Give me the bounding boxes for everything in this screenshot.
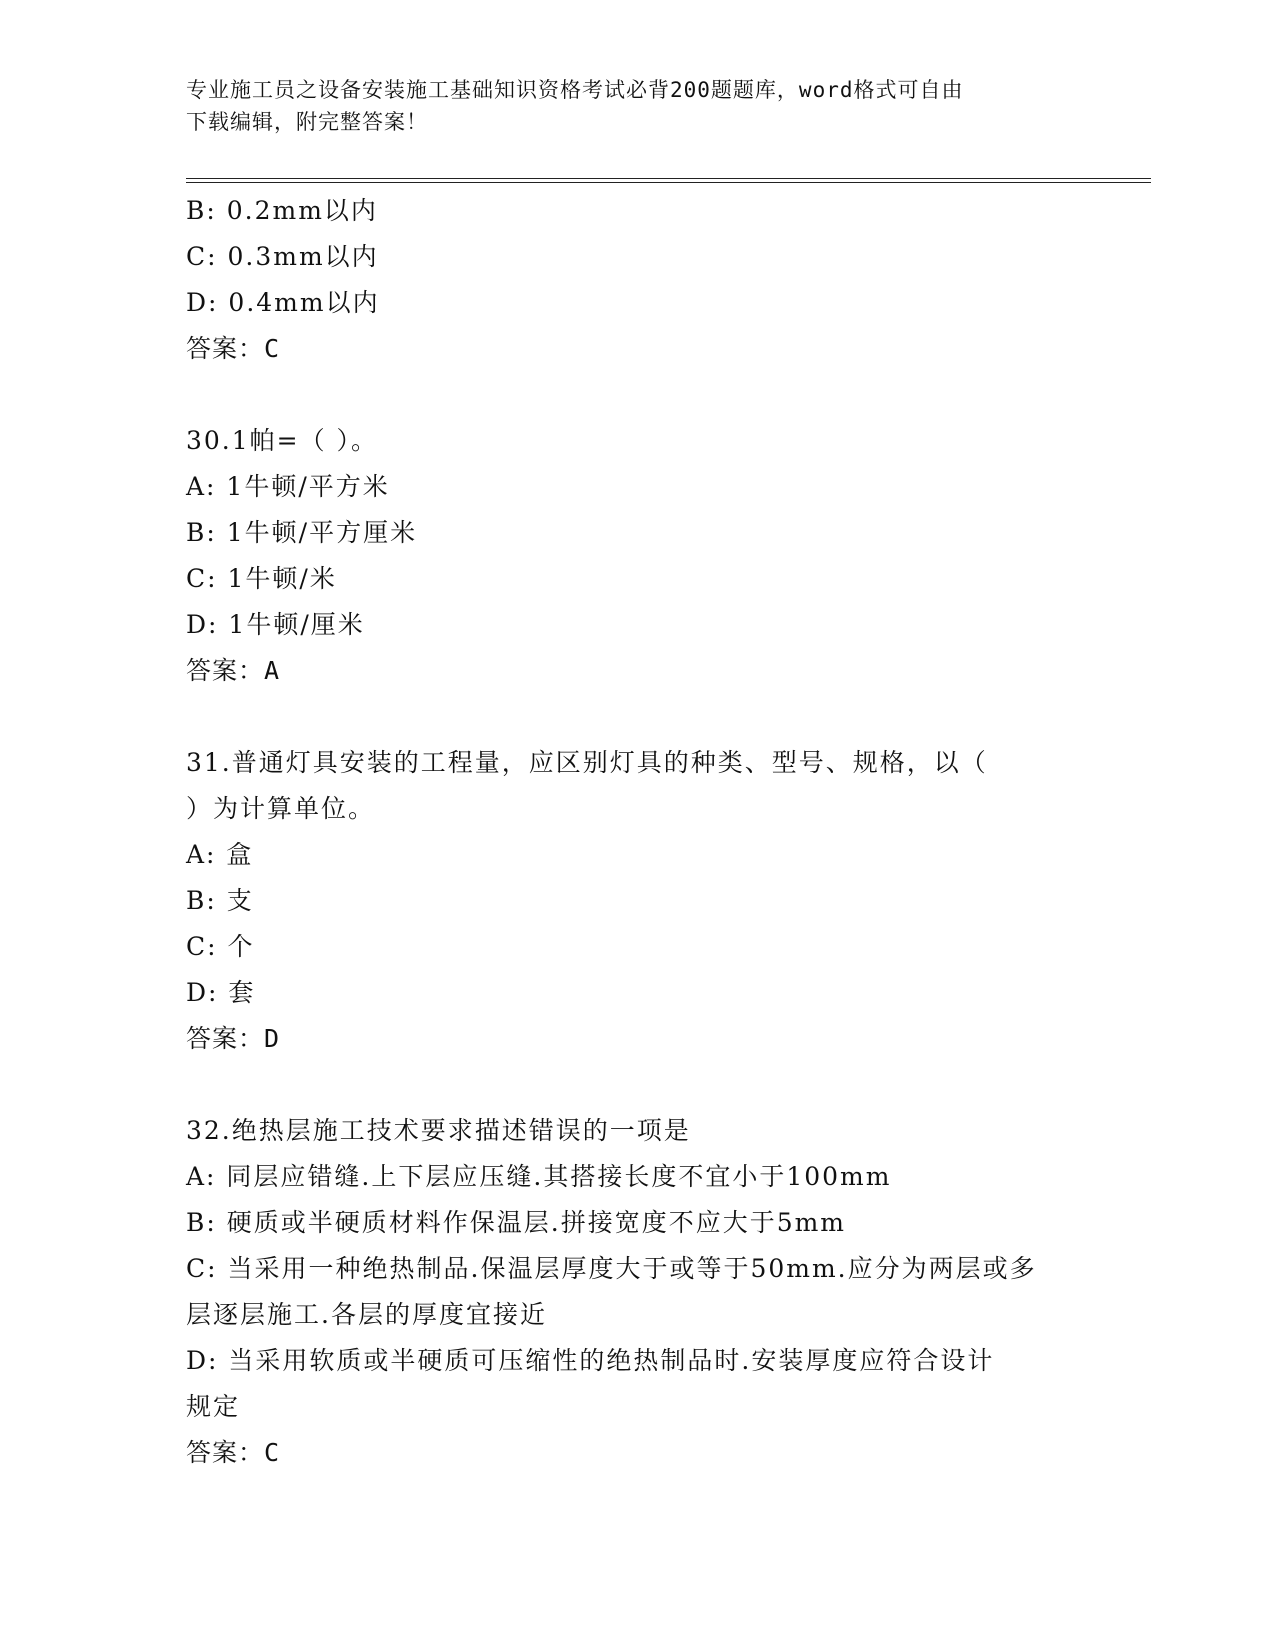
page-header xyxy=(186,74,1086,138)
option-b: B: 支 xyxy=(186,886,254,915)
header-line-1: 专业施工员之设备安装施工基础知识资格考试必背200题题库，word格式可自由 xyxy=(186,78,964,102)
header-line-2: 下载编辑，附完整答案！ xyxy=(186,110,428,134)
spacer xyxy=(186,1062,1086,1108)
option-c: C: 1牛顿/米 xyxy=(186,564,337,593)
spacer xyxy=(186,694,1086,740)
option-c-continued: 层逐层施工.各层的厚度宜接近 xyxy=(186,1300,547,1329)
option-d: D: 当采用软质或半硬质可压缩性的绝热制品时.安装厚度应符合设计 xyxy=(186,1346,995,1375)
question-text: 30.1帕=（ ）。 xyxy=(186,426,379,455)
option-b: B: 1牛顿/平方厘米 xyxy=(186,518,418,547)
option-c: C: 当采用一种绝热制品.保温层厚度大于或等于50mm.应分为两层或多 xyxy=(186,1254,1037,1283)
option-a: A: 盒 xyxy=(186,840,254,869)
option-d: D: 套 xyxy=(186,978,256,1007)
option-b: B: 0.2mm以内 xyxy=(186,196,378,225)
option-d: D: 1牛顿/厘米 xyxy=(186,610,365,639)
question-text-line-1: 31.普通灯具安装的工程量，应区别灯具的种类、型号、规格，以（ xyxy=(186,748,988,777)
option-a: A: 同层应错缝.上下层应压缝.其搭接长度不宜小于100mm xyxy=(186,1162,892,1191)
option-d: D: 0.4mm以内 xyxy=(186,288,380,317)
question-text-line-2: ）为计算单位。 xyxy=(186,794,376,823)
answer-line: 答案：C xyxy=(186,334,281,363)
answer-line: 答案：A xyxy=(186,656,281,685)
option-d-continued: 规定 xyxy=(186,1392,241,1421)
spacer xyxy=(186,372,1086,418)
question-29-partial xyxy=(186,188,1086,372)
question-text: 32.绝热层施工技术要求描述错误的一项是 xyxy=(186,1116,691,1145)
answer-line: 答案：C xyxy=(186,1438,281,1467)
document-body xyxy=(186,188,1086,1476)
option-a: A: 1牛顿/平方米 xyxy=(186,472,390,501)
header-divider xyxy=(186,178,1151,183)
answer-line: 答案：D xyxy=(186,1024,281,1053)
option-b: B: 硬质或半硬质材料作保温层.拼接宽度不应大于5mm xyxy=(186,1208,847,1237)
question-31 xyxy=(186,740,1086,1062)
option-c: C: 个 xyxy=(186,932,255,961)
question-32 xyxy=(186,1108,1086,1476)
option-c: C: 0.3mm以内 xyxy=(186,242,379,271)
question-30 xyxy=(186,418,1086,694)
